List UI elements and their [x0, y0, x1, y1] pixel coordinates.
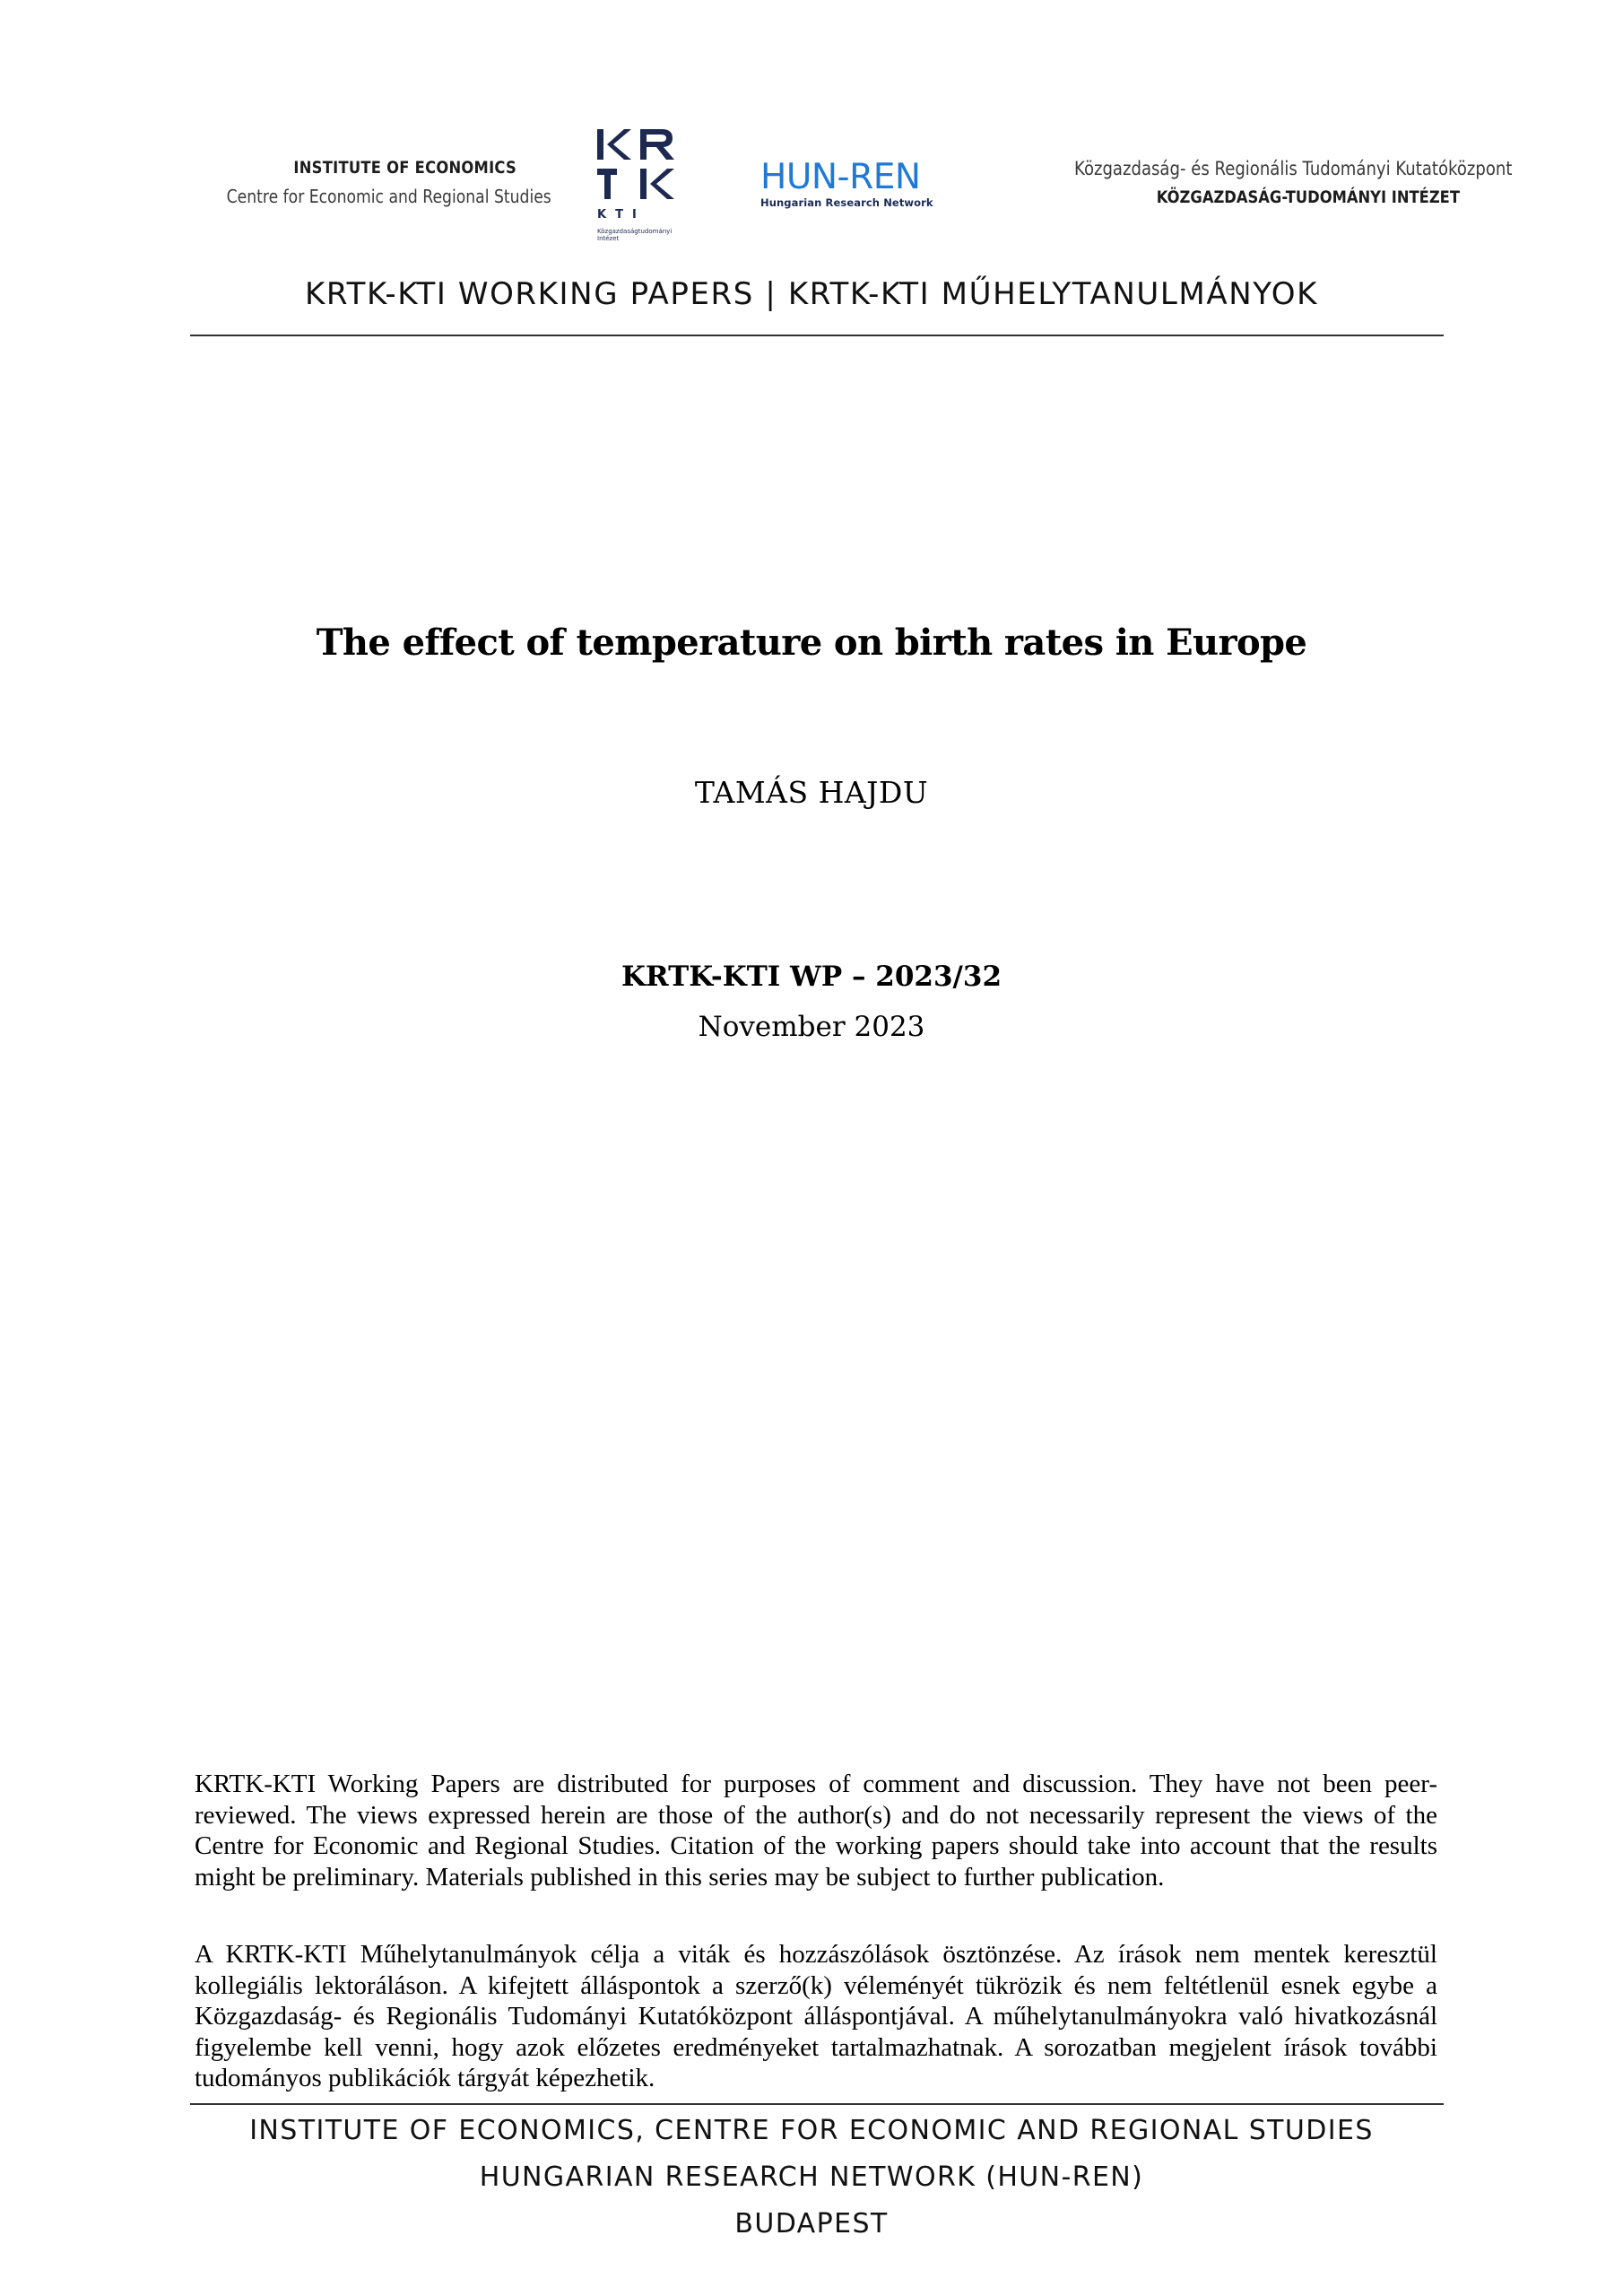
- footer-divider: [190, 2103, 1444, 2105]
- krtk-logo-kti: KTI: [597, 208, 646, 222]
- hun-ren-logo: [760, 157, 954, 209]
- disclaimer-english: KRTK-KTI Working Papers are distributed for purposes of comment and discussion. They have not been peer-reviewed. The views expressed herein are those of the author(s) and do not necessarily represent the views of the Centre for Economic and Regional Studies. Citation of the working papers should take into account that the results might be preliminary. Materials published in this series may be subject to further publication.: [195, 1770, 1437, 1892]
- hunren-logo-name: HUN-REN: [760, 157, 921, 197]
- paper-author: TAMÁS HAJDU: [694, 775, 929, 810]
- footer-network: HUNGARIAN RESEARCH NETWORK (HUN-REN): [479, 2161, 1144, 2193]
- header-divider: [190, 335, 1444, 336]
- kti-institute-logo: [1011, 158, 1513, 207]
- krtk-letters-mark: [592, 126, 678, 206]
- working-paper-number: KRTK-KTI WP – 2023/32: [621, 961, 1002, 993]
- institute-logo-line2: Centre for Economic and Regional Studies: [226, 186, 551, 207]
- institute-logo-line1: INSTITUTE OF ECONOMICS: [293, 158, 516, 178]
- krtk-logo-subtitle: Közgazdaságtudományi Intézet: [597, 228, 673, 242]
- publication-date: November 2023: [698, 1011, 925, 1043]
- krtk-kti-logo: [592, 126, 678, 249]
- paper-title: The effect of temperature on birth rates in Europe: [316, 622, 1307, 664]
- footer-city: BUDAPEST: [734, 2208, 889, 2239]
- footer-institute: INSTITUTE OF ECONOMICS, CENTRE FOR ECONOMIC AND REGIONAL STUDIES: [249, 2115, 1374, 2146]
- disclaimer-hungarian: A KRTK-KTI Műhelytanulmányok célja a viták és hozzászólások ösztönzése. Az írások nem mentek keresztül kollegiális lektoráláson. A kifejtett álláspontok a szerző(k) véleményét tükrözik és nem feltétlenül esnek egybe a Közgazdaság- és Regionális Tudományi Kutatóközpont álláspontjával. A műhelytanulmányokra való hivatkozásnál figyelembe kell venni, hogy azok előzetes eredményeket tartalmazhatnak. A sorozatban megjelent írások további tudományos publikációk tárgyát képezhetik.: [195, 1940, 1437, 2092]
- series-heading: KRTK-KTI WORKING PAPERS | KRTK-KTI MŰHELYTANULMÁNYOK: [304, 276, 1318, 312]
- kti-logo-line2: KÖZGAZDASÁG-TUDOMÁNYI INTÉZET: [1156, 187, 1460, 207]
- kti-logo-line1: Közgazdaság- és Regionális Tudományi Kutatóközpont: [1074, 158, 1513, 179]
- hunren-logo-subtitle: Hungarian Research Network: [760, 196, 933, 209]
- institute-of-economics-logo: [179, 158, 551, 207]
